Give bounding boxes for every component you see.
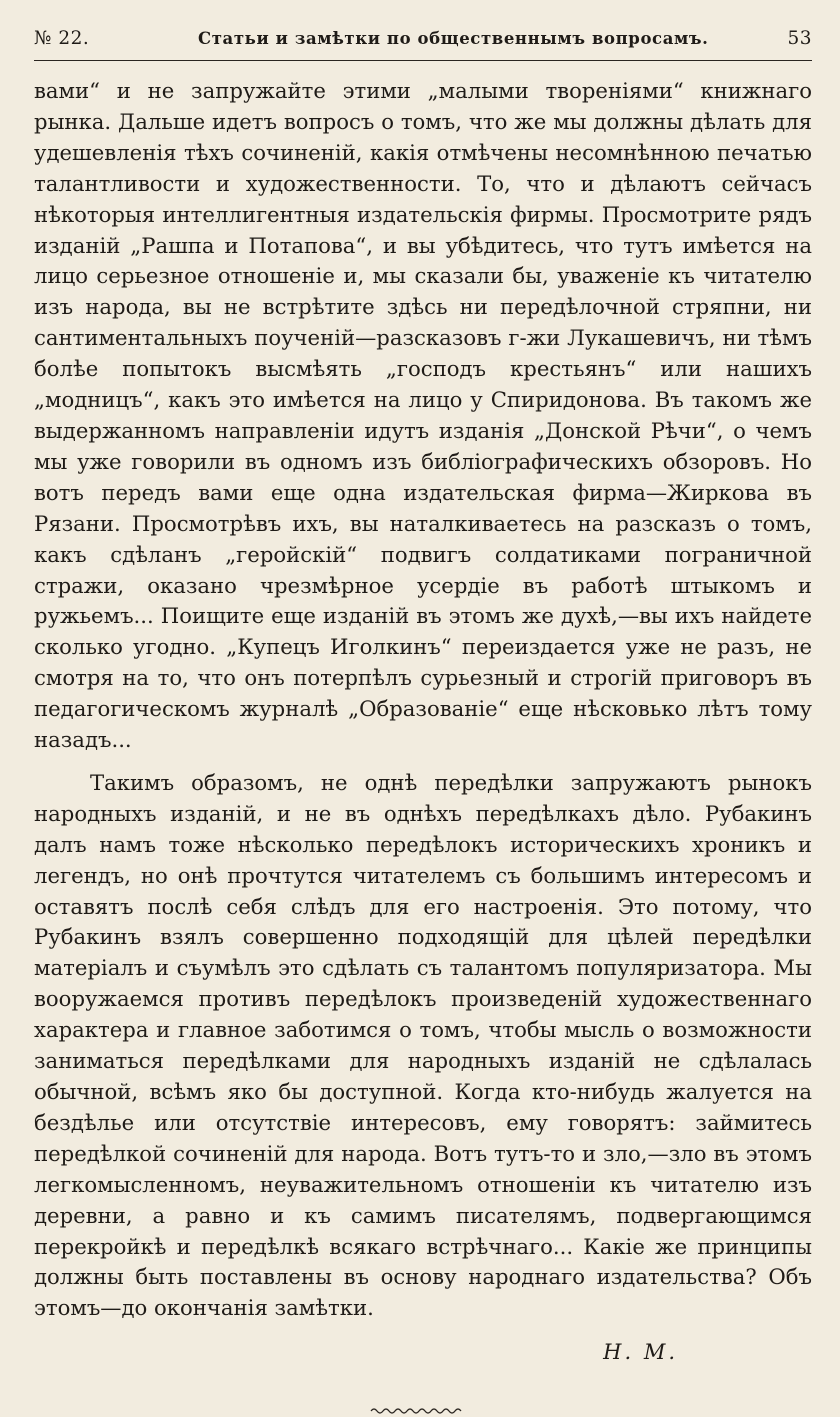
paragraph: Такимъ образомъ, не однѣ передѣлки запружаютъ рынокъ народныхъ изданій, и не въ однѣхъ передѣлкахъ дѣло. Рубакинъ далъ намъ тоже нѣсколько передѣлокъ историческихъ хроникъ и легендъ, но онѣ прочтутся читателемъ съ большимъ интересомъ и оставятъ послѣ себя слѣдъ для его настроенія. Это потому, что Рубакинъ взялъ совершенно подходящій для цѣлей передѣлки матеріалъ и съумѣлъ это сдѣлать съ талантомъ популяризатора. Мы вооружаемся противъ передѣлокъ произведеній художественнаго характера и главное заботимся о томъ, чтобы мысль о возможности заниматься передѣлками для народныхъ изданій не сдѣлалась обычной, всѣмъ яко бы доступной. Когда кто-нибудь жалуется на бездѣлье или отсутствіе интересовъ, ему говорятъ: займитесь передѣлкой сочиненій для народа. Вотъ тутъ-то и зло,—зло въ этомъ легкомысленномъ, неуважительномъ отношеніи къ читателю изъ деревни, а равно и къ самимъ писателямъ, подвергающимся перекройкѣ и передѣлкѣ всякаго встрѣчнаго... Какіе же принципы должны быть поставлены въ основу народнаго издательства? Объ этомъ—до окончанія замѣтки. — [34, 769, 812, 1321]
wavy-line-ornament-icon — [369, 1405, 463, 1417]
article-body — [34, 76, 812, 1324]
page-number: 53 — [787, 28, 812, 49]
running-head — [34, 22, 812, 56]
paragraph: вами“ и не запружайте этими „малыми твореніями“ книжнаго рынка. Дальше идетъ вопросъ о томъ, что же мы должны дѣлать для удешевленія тѣхъ сочиненій, какія отмѣчены несомнѣнною печатью талантливости и художественности. То, что и дѣлаютъ сейчасъ нѣкоторыя интеллигентныя издательскія фирмы. Просмотрите рядъ изданій „Рашпа и Потапова“, и вы убѣдитесь, что тутъ имѣется на лицо серьезное отношеніе и, мы сказали бы, уваженіе къ читателю изъ народа, вы не встрѣтите здѣсь ни передѣлочной стряпни, ни сантиментальныхъ поученій—разсказовъ г-жи Лукашевичъ, ни тѣмъ болѣе попытокъ высмѣять „господъ крестьянъ“ или нашихъ „модницъ“, какъ это имѣется на лицо у Спиридонова. Въ такомъ же выдержанномъ направленіи идутъ изданія „Донской Рѣчи“, о чемъ мы уже говорили въ одномъ изъ библіографическихъ обзоровъ. Но вотъ передъ вами еще одна издательская фирма—Жиркова въ Рязани. Просмотрѣвъ ихъ, вы наталкиваетесь на разсказъ о томъ, какъ сдѣланъ „геройскій“ подвигъ солдатиками пограничной стражи, оказано чрезмѣрное усердіе въ работѣ штыкомъ и ружьемъ... Поищите еще изданій въ этомъ же духѣ,—вы ихъ найдете сколько угодно. „Купецъ Иголкинъ“ переиздается уже не разъ, не смотря на то, что онъ потерпѣлъ сурьезный и строгій приговоръ въ педагогическомъ журналѣ „Образованіе“ еще нѣсковько лѣтъ тому назадъ... — [34, 78, 812, 753]
section-title: Статьи и замѣтки по общественнымъ вопросамъ. — [198, 29, 709, 48]
issue-number: № 22. — [34, 28, 90, 49]
header-rule — [34, 60, 812, 61]
author-signature: Н. М. — [603, 1340, 678, 1365]
